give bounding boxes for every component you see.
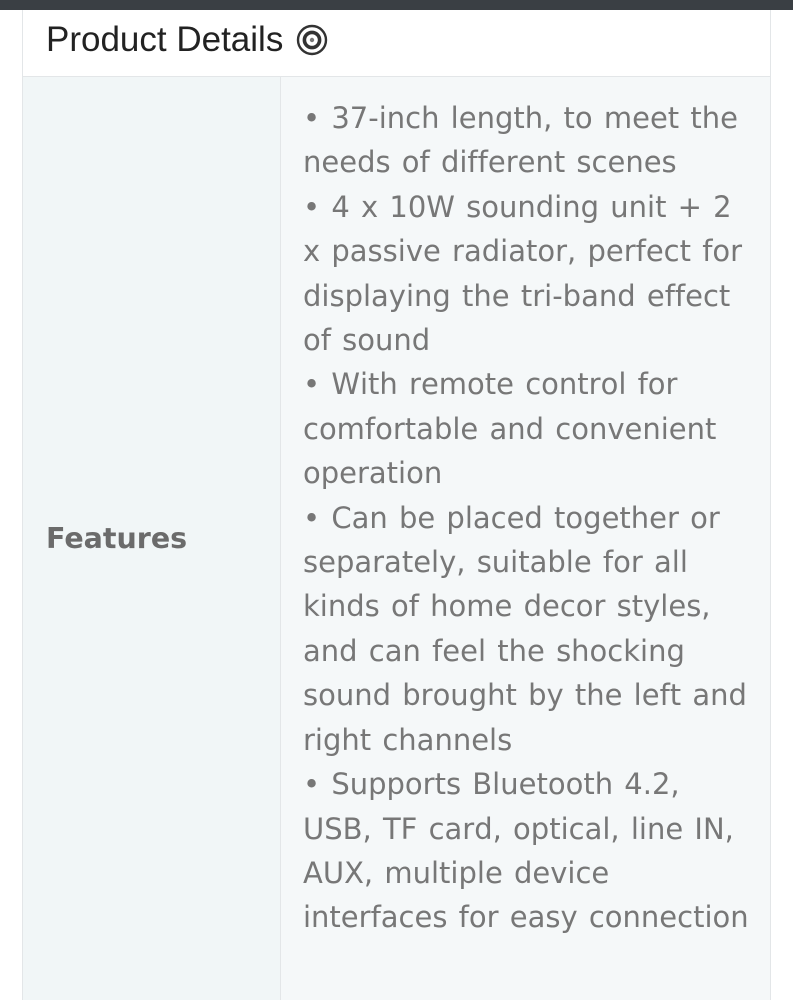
spec-label: Features — [46, 521, 188, 555]
feature-list — [303, 96, 753, 940]
target-icon — [296, 24, 328, 56]
top-bar — [0, 0, 793, 10]
section-title: Product Details — [46, 20, 284, 59]
spec-value-cell — [281, 77, 770, 1000]
spec-label-cell — [23, 77, 281, 1000]
product-details-panel — [22, 10, 771, 1000]
feature-item: • 37-inch length, to meet the needs of different scenes — [303, 101, 738, 180]
feature-item: • 4 x 10W sounding unit + 2 x passive radiator, perfect for displaying the tri-band effect of sound — [303, 189, 743, 358]
spec-row-features — [23, 77, 770, 1000]
spec-table — [22, 76, 771, 1000]
feature-item: • Supports Bluetooth 4.2, USB, TF card, optical, line IN, AUX, multiple device interfaces for easy connection — [303, 767, 749, 935]
feature-item: • Can be placed together or separately, suitable for all kinds of home decor styles, and can feel the shocking sound brought by the left and right channels — [303, 500, 747, 757]
header-row — [46, 20, 770, 60]
product-details-header — [22, 10, 771, 76]
feature-item: • With remote control for comfortable and convenient operation — [303, 367, 717, 491]
